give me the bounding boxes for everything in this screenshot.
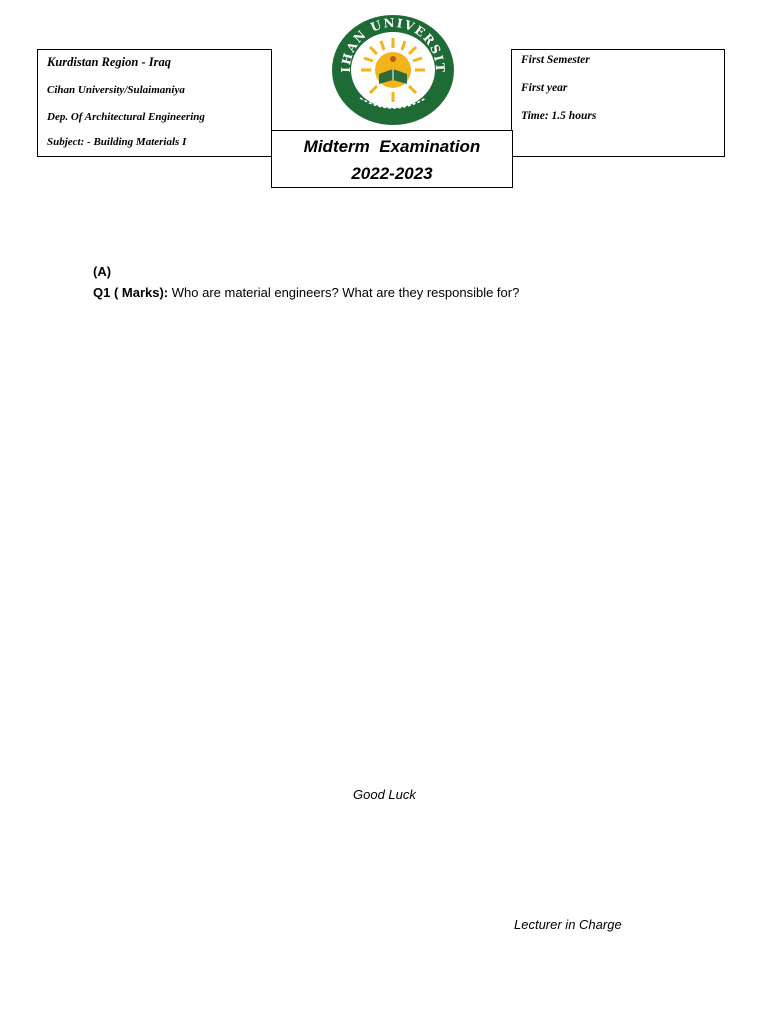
department-label: Dep. Of Architectural Engineering [47,111,205,123]
duration-label: Time: 1.5 hours [521,110,597,122]
region-label: Kurdistan Region - Iraq [47,55,171,69]
logo-text: IHAN UNIVERSIT [338,15,448,74]
subject-label: Subject: - Building Materials I [47,136,187,148]
section-label: (A) [93,264,112,279]
header-right-box [511,49,725,157]
semester-label: First Semester [521,54,590,66]
exam-title-box [271,130,513,188]
exam-title: Midterm Examination [303,137,481,156]
good-luck-text: Good Luck [353,787,416,802]
year-label: First year [521,82,568,94]
header-left-box [37,49,272,157]
question-1 [93,285,519,300]
exam-year: 2022-2023 [351,164,433,183]
cihan-university-seal-icon [330,14,456,126]
lecturer-signature-label: Lecturer in Charge [514,917,622,932]
university-label: Cihan University/Sulaimaniya [47,84,185,96]
university-logo [330,14,456,126]
question-label: Q1 ( Marks): [93,285,169,300]
question-text: Who are material engineers? What are they responsible for? [168,285,520,300]
